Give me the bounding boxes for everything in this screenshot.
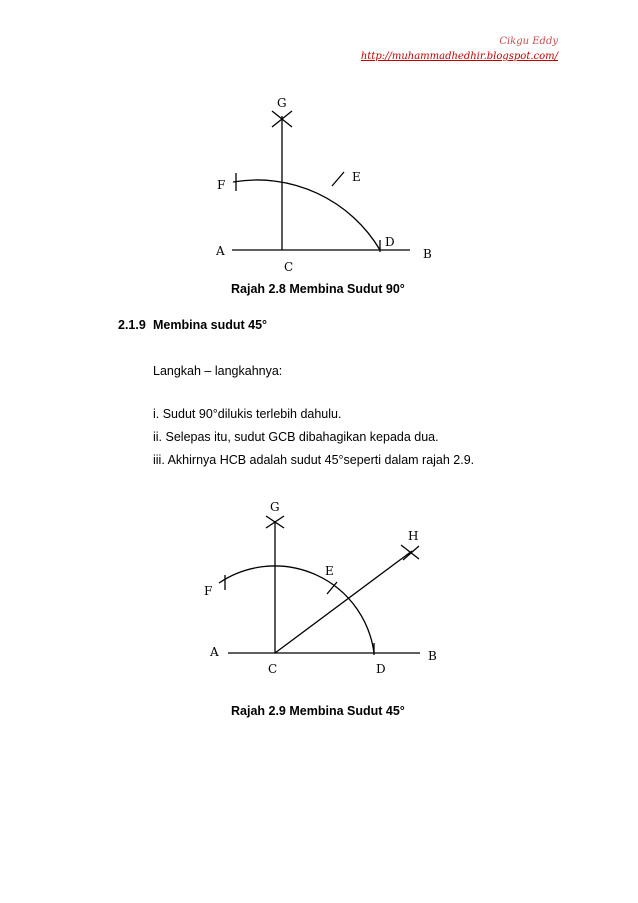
header-author: Cikgu Eddy — [499, 36, 558, 47]
line-ch — [275, 551, 412, 653]
figure-2-caption: Rajah 2.9 Membina Sudut 45° — [231, 704, 405, 718]
step-3: iii. Akhirnya HCB adalah sudut 45°seperti dalam rajah 2.9. — [153, 453, 475, 467]
label-h-2: H — [408, 529, 419, 543]
figure-1-caption: Rajah 2.8 Membina Sudut 90° — [231, 282, 405, 296]
label-f: F — [217, 178, 226, 192]
label-d-2: D — [376, 662, 386, 676]
label-g: G — [277, 96, 287, 110]
arc-fd-2 — [219, 566, 374, 653]
steps-intro: Langkah – langkahnya: — [153, 364, 283, 378]
label-g-2: G — [270, 500, 280, 514]
step-2: ii. Selepas itu, sudut GCB dibahagikan kepada dua. — [153, 430, 439, 444]
label-e: E — [352, 170, 361, 184]
label-c-2: C — [268, 662, 278, 676]
label-b-2: B — [428, 649, 437, 663]
label-c: C — [284, 260, 294, 274]
section-number: 2.1.9 — [118, 318, 146, 332]
step-1: i. Sudut 90°dilukis terlebih dahulu. — [153, 407, 342, 421]
section-title: Membina sudut 45° — [153, 318, 268, 332]
header-url-link[interactable]: http://muhammadhedhir.blogspot.com/ — [360, 51, 558, 62]
label-a: A — [216, 244, 225, 258]
label-b: B — [423, 247, 432, 261]
label-a-2: A — [210, 645, 219, 659]
label-d: D — [385, 235, 395, 249]
label-f-2: F — [204, 584, 213, 598]
label-e-2: E — [325, 564, 334, 578]
